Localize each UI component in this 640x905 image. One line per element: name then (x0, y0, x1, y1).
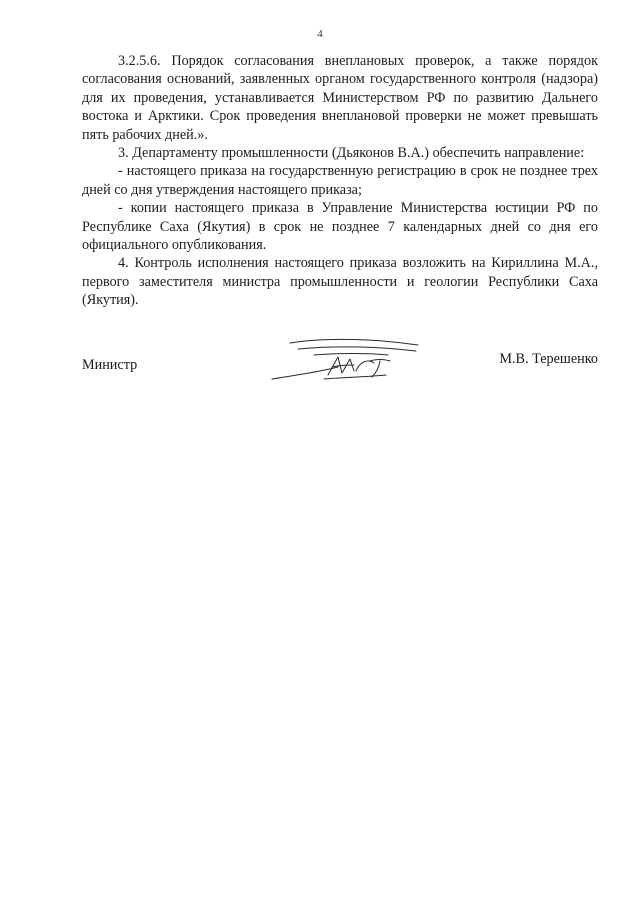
paragraph-3-item-registration: - настоящего приказа на государственную регистрацию в срок не позднее трех дней со дня утверждения настоящего приказа; (82, 163, 598, 198)
handwritten-signature (268, 335, 428, 387)
paragraph-3: 3. Департаменту промышленности (Дьяконов В.А.) обеспечить направление: (118, 145, 585, 162)
signatory-title: Министр (82, 357, 138, 373)
signatory-name: М.В. Терешенко (499, 351, 598, 367)
page-number: 4 (317, 28, 323, 40)
paragraph-3-2-5-6: 3.2.5.6. Порядок согласования внеплановых проверок, а также порядок согласования оснований, заявленных органом государственного контроля (надзора) для их проведения, устанавливается Министерством РФ по развитию Дальнего востока и Арктики. Срок проведения внеплановой проверки не может превышать пять рабочих дней.». (82, 53, 598, 143)
paragraph-3-item-justice: - копии настоящего приказа в Управление Министерства юстиции РФ по Республике Саха (Якутия) в срок не позднее 7 календарных дней со дня его официального опубликования. (82, 200, 598, 254)
signature-block (82, 335, 598, 395)
paragraph-4: 4. Контроль исполнения настоящего приказа возложить на Кириллина М.А., первого заместителя министра промышленности и геологии Республики Саха (Якутия). (82, 255, 598, 309)
document-body (82, 52, 598, 310)
